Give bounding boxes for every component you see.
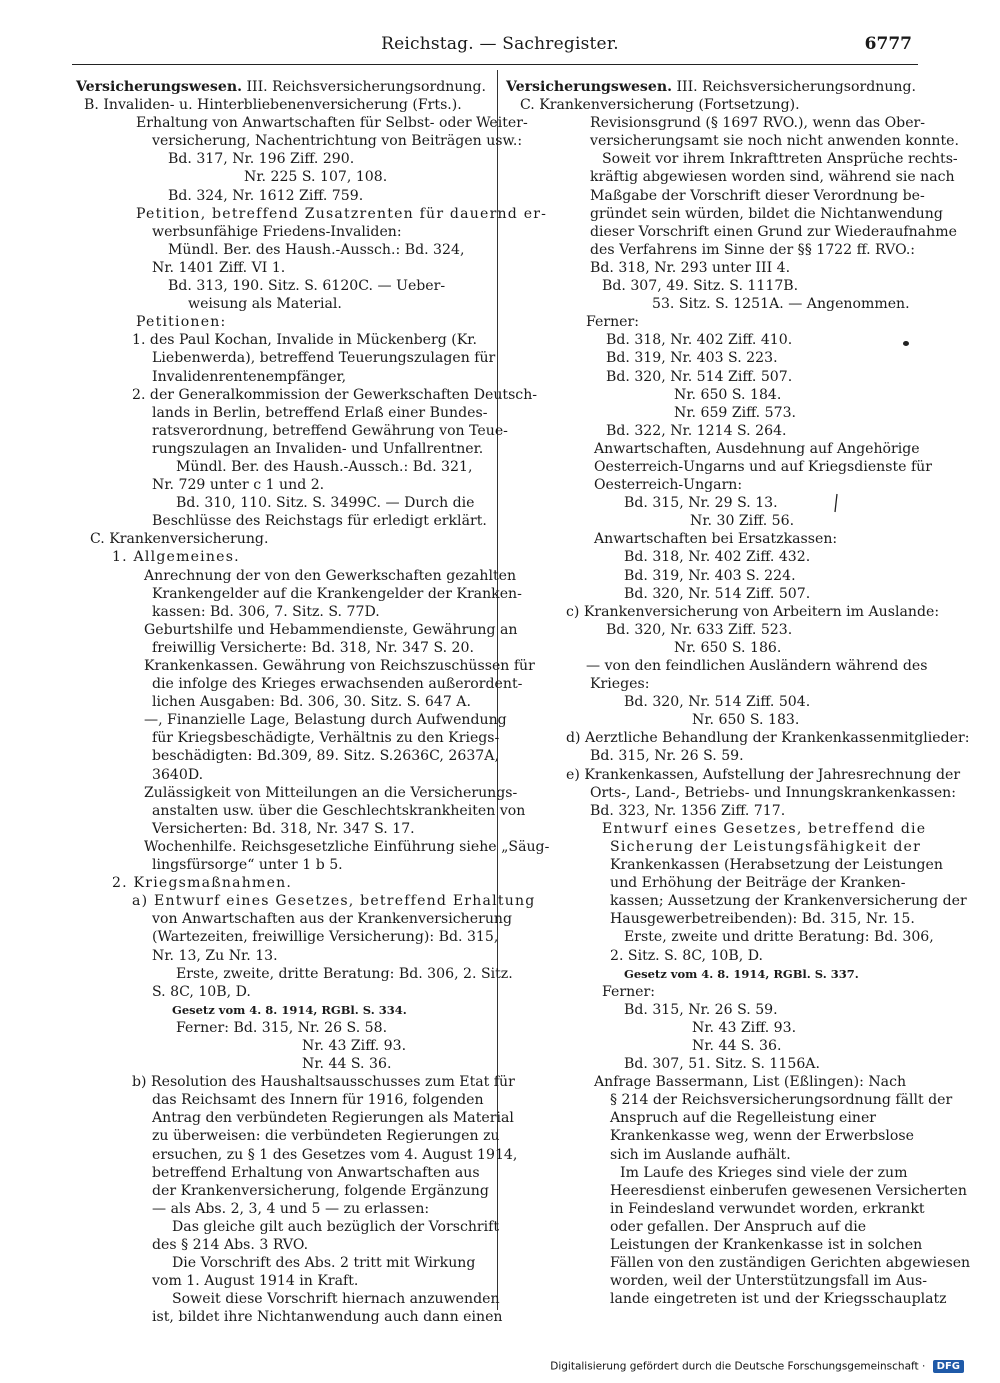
line-text: lands in Berlin, betreffend Erlaß einer Bundes- (152, 404, 488, 421)
line-text: und Erhöhung der Beiträge der Kranken- (610, 875, 906, 892)
right-column-line (506, 331, 920, 349)
left-column-line (76, 639, 490, 657)
line-text: Heeresdienst einberufen gewesenen Versicherten (610, 1182, 967, 1199)
right-column-line (506, 1055, 920, 1073)
line-text: C. Krankenversicherung. (90, 531, 269, 548)
right-column-line (506, 1073, 920, 1091)
left-column-line (76, 440, 490, 458)
left-column-line (76, 1127, 500, 1145)
left-column-line (76, 892, 536, 910)
left-column-line (76, 494, 490, 512)
left-column-line (76, 368, 490, 386)
right-column-line (506, 168, 955, 186)
line-text: Beschlüsse des Reichstags für erledigt erklärt. (152, 513, 487, 530)
line-text: ratsverordnung, betreffend Gewährung von Teue- (152, 422, 508, 439)
line-text: gründet sein würden, bildet die Nichtanwendung (590, 205, 943, 222)
line-text: Bd. 320, Nr. 514 Ziff. 507. (606, 368, 793, 385)
line-text: Soweit vor ihrem Inkrafttreten Ansprüche rechts- (602, 151, 958, 168)
dfg-logo-icon: DFG (933, 1360, 964, 1373)
right-column-line (506, 802, 920, 820)
line-text: kassen: Bd. 306, 7. Sitz. S. 77D. (152, 603, 380, 620)
line-text: Bd. 315, Nr. 26 S. 59. (590, 748, 744, 765)
line-text: Liebenwerda), betreffend Teuerungszulagen für (152, 350, 496, 367)
right-column-line (506, 132, 959, 150)
left-column-line (76, 386, 538, 404)
line-text: ersuchen, zu § 1 des Gesetzes vom 4. August 1914, (152, 1146, 518, 1163)
line-text: — als Abs. 2, 3, 4 und 5 — zu erlassen: (152, 1200, 430, 1217)
line-text: Bd. 323, Nr. 1356 Ziff. 717. (590, 802, 786, 819)
line-text: Anwartschaften, Ausdehnung auf Angehörige (594, 440, 920, 457)
left-column-line (76, 784, 518, 802)
left-column-line (76, 241, 490, 259)
left-column-line (76, 802, 526, 820)
line-text: Wochenhilfe. Reichsgesetzliche Einführung siehe „Säug- (144, 838, 550, 855)
digitization-credit-text: Digitalisierung gefördert durch die Deutsche Forschungsgemeinschaft · (550, 1360, 926, 1373)
line-text: Revisionsgrund (§ 1697 RVO.), wenn das Ober- (590, 115, 926, 132)
right-column-line (506, 386, 920, 404)
right-column-line (506, 548, 920, 566)
line-text: Krankenkassen. Gewährung von Reichszuschüssen für (144, 658, 535, 674)
line-text: 53. Sitz. S. 1251A. — Angenommen. (652, 296, 910, 313)
right-column-line (506, 241, 920, 259)
right-column-line (506, 1200, 925, 1218)
right-column-line (506, 422, 920, 440)
line-text: Soweit diese Vorschrift hiernach anzuwenden (172, 1291, 500, 1308)
right-column-line (506, 494, 920, 512)
left-column-line (76, 856, 490, 874)
right-column-line (506, 512, 920, 530)
right-column-line (506, 1164, 920, 1182)
line-text: weisung als Material. (188, 296, 342, 313)
line-text: Fällen von den zuständigen Gerichten abgewiesen (610, 1255, 971, 1272)
line-text: Nr. 44 S. 36. (302, 1056, 392, 1073)
right-column-line (506, 1146, 920, 1164)
left-column-line (76, 585, 522, 603)
right-column-line (506, 187, 925, 205)
left-column-line (76, 277, 490, 295)
line-text: in Feindesland verwundet worden, erkrankt (610, 1200, 925, 1217)
line-text: C. Krankenversicherung (Fortsetzung). (520, 97, 800, 114)
left-column-line (76, 820, 490, 838)
pencil-mark-icon (833, 494, 839, 512)
line-text: Erste, zweite und dritte Beratung: Bd. 306, (624, 929, 934, 946)
line-text: Nr. 13, Zu Nr. 13. (152, 947, 278, 964)
line-text: Mündl. Ber. des Haush.-Aussch.: Bd. 324, (168, 241, 465, 258)
digitization-credit (550, 1360, 964, 1373)
line-text: Nr. 650 S. 186. (674, 639, 782, 656)
right-column-line (506, 1182, 967, 1200)
left-column-line (76, 874, 490, 892)
right-column-line (506, 223, 957, 241)
line-text: a) Entwurf eines Gesetzes, betreffend Erhaltung (132, 893, 536, 910)
left-column-line (76, 983, 490, 1001)
right-column-line (506, 711, 920, 729)
line-text: Bd. 310, 110. Sitz. S. 3499C. — Durch die (176, 495, 475, 512)
line-text: Bd. 318, Nr. 402 Ziff. 410. (606, 332, 793, 349)
line-text: versicherung, Nachentrichtung von Beiträgen usw.: (152, 133, 523, 150)
left-column-line (76, 603, 490, 621)
right-column-line (506, 1272, 928, 1290)
line-text: des § 214 Abs. 3 RVO. (152, 1237, 309, 1253)
right-column-line (506, 820, 927, 838)
left-column-line (76, 349, 496, 367)
line-text: 2. Kriegsmaßnahmen. (112, 875, 293, 892)
line-text: lande eingetreten ist und der Kriegsschauplatz (610, 1291, 947, 1308)
left-column-line (76, 1308, 503, 1326)
right-column-line (506, 295, 920, 313)
left-column-line (76, 1272, 490, 1290)
line-text: von Anwartschaften aus der Krankenversicherung (152, 911, 512, 928)
line-text: — von den feindlichen Ausländern während des (586, 658, 928, 674)
right-column-line (506, 1290, 947, 1308)
line-text: für Kriegsbeschädigte, Verhältnis zu den Kriegs- (152, 730, 500, 747)
line-text: b) Resolution des Haushaltsausschusses zum Etat für (132, 1074, 515, 1091)
left-column-line (76, 422, 508, 440)
line-text: Gesetz vom 4. 8. 1914, RGBl. S. 337. (624, 966, 859, 981)
right-column-line (506, 838, 920, 856)
right-column-line (506, 983, 920, 1001)
left-column-line (76, 675, 523, 693)
line-text: Geburtshilfe und Hebammendienste, Gewährung an (144, 621, 518, 638)
left-column (76, 78, 550, 1326)
right-column-line (506, 1127, 920, 1145)
right-column-line (506, 784, 957, 802)
left-column-line (76, 512, 490, 530)
right-column-line (506, 259, 920, 277)
left-column-line (76, 1164, 490, 1182)
left-column-line (76, 132, 523, 150)
line-text: Maßgabe der Vorschrift dieser Verordnung be- (590, 187, 925, 204)
left-column-line (76, 1254, 490, 1272)
left-column-line (76, 1182, 490, 1200)
left-column-line (76, 259, 490, 277)
line-text: oder gefallen. Der Anspruch auf die (610, 1218, 867, 1235)
left-column-line (76, 1073, 515, 1091)
line-text: Nr. 44 S. 36. (692, 1037, 782, 1054)
left-column-line (76, 96, 490, 114)
line-text: Bd. 307, 49. Sitz. S. 1117B. (602, 278, 799, 295)
line-text: Petitionen: (136, 314, 227, 331)
right-column-line (506, 277, 920, 295)
right-column-line (506, 567, 920, 585)
right-column-line (506, 947, 920, 965)
line-text: Nr. 659 Ziff. 573. (674, 404, 797, 421)
line-text: Nr. 43 Ziff. 93. (692, 1019, 797, 1036)
line-text: Bd. 320, Nr. 514 Ziff. 507. (624, 585, 811, 602)
left-column-line (76, 530, 490, 548)
line-text: Gesetz vom 4. 8. 1914, RGBl. S. 334. (172, 1002, 407, 1017)
line-text: Oesterreich-Ungarns und auf Kriegsdienste für (594, 458, 932, 475)
line-text: Erhaltung von Anwartschaften für Selbst- oder Weiter- (136, 115, 528, 132)
line-text: Bd. 319, Nr. 403 S. 223. (606, 350, 778, 367)
left-column-line (76, 1109, 514, 1127)
line-text: Ferner: (586, 314, 639, 331)
line-text: Ferner: (602, 983, 655, 1000)
right-column-line (506, 1037, 920, 1055)
line-text: 2. Sitz. S. 8C, 10B, D. (610, 947, 763, 964)
line-text: Krankenkassen (Herabsetzung der Leistungen (610, 857, 943, 874)
line-text: Krankenkasse weg, wenn der Erwerbslose (610, 1128, 914, 1145)
line-text: versicherungsamt sie noch nicht anwenden konnte. (590, 133, 959, 150)
line-text: Bd. 315, Nr. 29 S. 13. (624, 495, 778, 512)
left-column-line (76, 910, 512, 928)
left-column-line (76, 1019, 490, 1037)
line-text: freiwillig Versicherte: Bd. 318, Nr. 347 S. 20. (152, 639, 474, 656)
right-column-line (506, 1001, 920, 1019)
right-column-line (506, 476, 920, 494)
line-text: sich im Auslande aufhält. (610, 1146, 791, 1163)
right-column-line (506, 313, 920, 331)
left-column-line (76, 313, 490, 331)
line-text: Antrag den verbündeten Regierungen als Material (152, 1110, 514, 1127)
line-text: Bd. 319, Nr. 403 S. 224. (624, 567, 796, 584)
left-column-line (76, 965, 513, 983)
right-column-line (506, 205, 943, 223)
line-text: kräftig abgewiesen worden sind, während sie nach (590, 169, 955, 186)
left-column-line (76, 205, 548, 223)
left-column-line (76, 1001, 490, 1019)
left-column-line (76, 1091, 490, 1109)
right-column-line (506, 657, 928, 675)
line-text: der Krankenversicherung, folgende Ergänzung (152, 1182, 489, 1199)
right-column-line (506, 766, 961, 784)
left-column-line (76, 1290, 500, 1308)
right-column-line (506, 603, 940, 621)
right-column-line (506, 78, 920, 96)
line-text: S. 8C, 10B, D. (152, 983, 251, 1000)
left-column-line (76, 928, 499, 946)
line-text: Bd. 313, 190. Sitz. S. 6120C. — Ueber- (168, 278, 446, 295)
left-column-line (76, 1037, 490, 1055)
line-text: lingsfürsorge“ unter 1 b 5. (152, 857, 343, 874)
line-text: Bd. 315, Nr. 26 S. 59. (624, 1001, 778, 1018)
left-column-line (76, 78, 490, 96)
left-column-line (76, 657, 535, 675)
line-text: Mündl. Ber. des Haush.-Aussch.: Bd. 321, (176, 458, 473, 475)
line-text: Anrechnung der von den Gewerkschaften gezahlten (144, 567, 517, 584)
left-column-line (76, 766, 490, 784)
line-text: vom 1. August 1914 in Kraft. (152, 1273, 359, 1290)
line-text: ist, bildet ihre Nichtanwendung auch dann einen (152, 1309, 503, 1326)
line-text: Nr. 225 S. 107, 108. (244, 169, 388, 186)
entry-heading-rest: III. Reichsversicherungsordnung. (241, 79, 487, 95)
left-column-line (76, 621, 518, 639)
right-column-line (506, 856, 943, 874)
left-column-line (76, 404, 490, 422)
line-text: c) Krankenversicherung von Arbeitern im Auslande: (566, 603, 940, 620)
line-text: beschädigten: Bd.309, 89. Sitz. S.2636C, 2637A, (152, 748, 499, 765)
line-text: Entwurf eines Gesetzes, betreffend die (602, 820, 927, 837)
entry-heading-rest: III. Reichsversicherungsordnung. (671, 79, 917, 95)
line-text: Die Vorschrift des Abs. 2 tritt mit Wirkung (172, 1255, 476, 1272)
right-column-line (506, 150, 958, 168)
left-column-line (76, 1055, 490, 1073)
page-number: 6777 (864, 34, 912, 54)
line-text: Invalidenrentenempfänger, (152, 368, 347, 385)
line-text: Nr. 30 Ziff. 56. (690, 513, 795, 530)
line-text: Bd. 324, Nr. 1612 Ziff. 759. (168, 187, 364, 204)
right-column-line (506, 349, 920, 367)
line-text: Ferner: Bd. 315, Nr. 26 S. 58. (176, 1019, 388, 1036)
right-column-line (506, 96, 920, 114)
right-column-line (506, 747, 920, 765)
left-column-line (76, 331, 490, 349)
right-column-line (506, 404, 920, 422)
left-column-line (76, 947, 490, 965)
line-text: zu überweisen: die verbündeten Regierungen zu (152, 1128, 500, 1145)
right-column-line (506, 114, 926, 132)
line-text: 1. Allgemeines. (112, 549, 240, 566)
line-text: Erste, zweite, dritte Beratung: Bd. 306, 2. Sitz. (176, 965, 513, 982)
left-column-line (76, 114, 528, 132)
left-column-line (76, 458, 490, 476)
line-text: Anfrage Bassermann, List (Eßlingen): Nach (594, 1074, 907, 1091)
entry-keyword: Versicherungswesen. (76, 79, 242, 95)
right-column-line (506, 675, 920, 693)
line-text: (Wartezeiten, freiwillige Versicherung): Bd. 315, (152, 929, 499, 946)
line-text: Anwartschaften bei Ersatzkassen: (594, 531, 838, 548)
line-text: 3640D. (152, 766, 204, 783)
line-text: anstalten usw. über die Geschlechtskrankheiten von (152, 802, 526, 819)
left-column-line (76, 1200, 490, 1218)
line-text: das Reichsamt des Innern für 1916, folgenden (152, 1092, 484, 1109)
right-column-line (506, 639, 920, 657)
right-column-line (506, 892, 967, 910)
line-text: Nr. 729 unter c 1 und 2. (152, 477, 325, 494)
line-text: rungszulagen an Invaliden- und Unfallrentner. (152, 440, 484, 457)
line-text: Das gleiche gilt auch bezüglich der Vorschrift (172, 1218, 500, 1235)
line-text: lichen Ausgaben: Bd. 306, 30. Sitz. S. 647 A. (152, 694, 471, 711)
left-column-line (76, 1218, 500, 1236)
line-text: Hausgewerbetreibenden): Bd. 315, Nr. 15. (610, 911, 915, 928)
line-text: Nr. 650 S. 184. (674, 386, 782, 403)
line-text: Anspruch auf die Regelleistung einer (610, 1110, 877, 1127)
line-text: des Verfahrens im Sinne der §§ 1722 ff. RVO.: (590, 241, 916, 258)
line-text: § 214 der Reichsversicherungsordnung fällt der (610, 1092, 953, 1109)
right-column-line (506, 440, 920, 458)
line-text: B. Invaliden- u. Hinterbliebenenversicherung (Frts.). (84, 97, 462, 114)
right-column-line (506, 910, 920, 928)
line-text: Petition, betreffend Zusatzrenten für dauernd er- (136, 205, 548, 222)
line-text: e) Krankenkassen, Aufstellung der Jahresrechnung der (566, 766, 961, 783)
right-column-line (506, 928, 934, 946)
right-column-line (506, 585, 920, 603)
line-text: Bd. 320, Nr. 633 Ziff. 523. (606, 621, 793, 638)
line-text: Orts-, Land-, Betriebs- und Innungskrankenkassen: (590, 784, 957, 801)
left-column-line (76, 548, 490, 566)
right-column-line (506, 874, 920, 892)
entry-keyword: Versicherungswesen. (506, 79, 672, 95)
line-text: Zulässigkeit von Mitteilungen an die Versicherungs- (144, 784, 518, 801)
left-column-line (76, 729, 500, 747)
line-text: dieser Vorschrift einen Grund zur Wiederaufnahme (590, 223, 957, 240)
left-column-line (76, 476, 490, 494)
left-column-line (76, 168, 490, 186)
left-column-line (76, 295, 490, 313)
line-text: Leistungen der Krankenkasse ist in solchen (610, 1237, 923, 1253)
line-text: Sicherung der Leistungsfähigkeit der (610, 838, 922, 855)
line-text: betreffend Erhaltung von Anwartschaften aus (152, 1164, 480, 1181)
line-text: Nr. 1401 Ziff. VI 1. (152, 259, 286, 276)
right-column-line (506, 729, 970, 747)
left-column-line (76, 1236, 490, 1254)
line-text: Bd. 318, Nr. 402 Ziff. 432. (624, 549, 811, 566)
header-rule (72, 64, 918, 65)
right-column-line (506, 1019, 920, 1037)
line-text: Oesterreich-Ungarn: (594, 477, 743, 494)
right-column (506, 78, 971, 1308)
line-text: Bd. 317, Nr. 196 Ziff. 290. (168, 151, 355, 168)
right-column-line (506, 1091, 953, 1109)
right-column-line (506, 1109, 920, 1127)
line-text: worden, weil der Unterstützungsfall im Aus- (610, 1273, 928, 1290)
line-text: Versicherten: Bd. 318, Nr. 347 S. 17. (152, 820, 415, 837)
line-text: Nr. 650 S. 183. (692, 712, 800, 729)
left-column-line (76, 1146, 518, 1164)
left-column-line (76, 838, 550, 856)
right-column-line (506, 693, 920, 711)
right-column-line (506, 965, 920, 983)
line-text: kassen; Aussetzung der Krankenversicherung der (610, 893, 967, 910)
line-text: 1. des Paul Kochan, Invalide in Mückenberg (Kr. (132, 332, 477, 349)
line-text: Krankengelder auf die Krankengelder der Kranken- (152, 585, 522, 602)
ink-dot-mark (903, 341, 909, 346)
line-text: d) Aerztliche Behandlung der Krankenkassenmitglieder: (566, 730, 970, 747)
line-text: Bd. 320, Nr. 514 Ziff. 504. (624, 694, 811, 711)
left-column-line (76, 187, 490, 205)
line-text: Bd. 322, Nr. 1214 S. 264. (606, 422, 787, 439)
left-column-line (76, 711, 507, 729)
running-header-title: Reichstag. — Sachregister. (381, 34, 619, 54)
line-text: Bd. 307, 51. Sitz. S. 1156A. (624, 1056, 820, 1073)
line-text: die infolge des Krieges erwachsenden außerordent- (152, 676, 523, 693)
right-column-line (506, 1218, 920, 1236)
right-column-line (506, 458, 932, 476)
left-column-line (76, 693, 490, 711)
line-text: Nr. 43 Ziff. 93. (302, 1037, 407, 1054)
right-column-line (506, 530, 920, 548)
line-text: werbsunfähige Friedens-Invaliden: (152, 223, 402, 240)
left-column-line (76, 223, 490, 241)
right-column-line (506, 1236, 923, 1254)
line-text: Im Laufe des Krieges sind viele der zum (620, 1164, 908, 1181)
left-column-line (76, 567, 517, 585)
line-text: —, Finanzielle Lage, Belastung durch Aufwendung (144, 712, 507, 729)
left-column-line (76, 150, 490, 168)
line-text: Krieges: (590, 676, 650, 693)
right-column-line (506, 1254, 971, 1272)
line-text: Bd. 318, Nr. 293 unter III 4. (590, 259, 791, 276)
right-column-line (506, 368, 920, 386)
line-text: 2. der Generalkommission der Gewerkschaften Deutsch- (132, 386, 538, 403)
right-column-line (506, 621, 920, 639)
left-column-line (76, 747, 499, 765)
